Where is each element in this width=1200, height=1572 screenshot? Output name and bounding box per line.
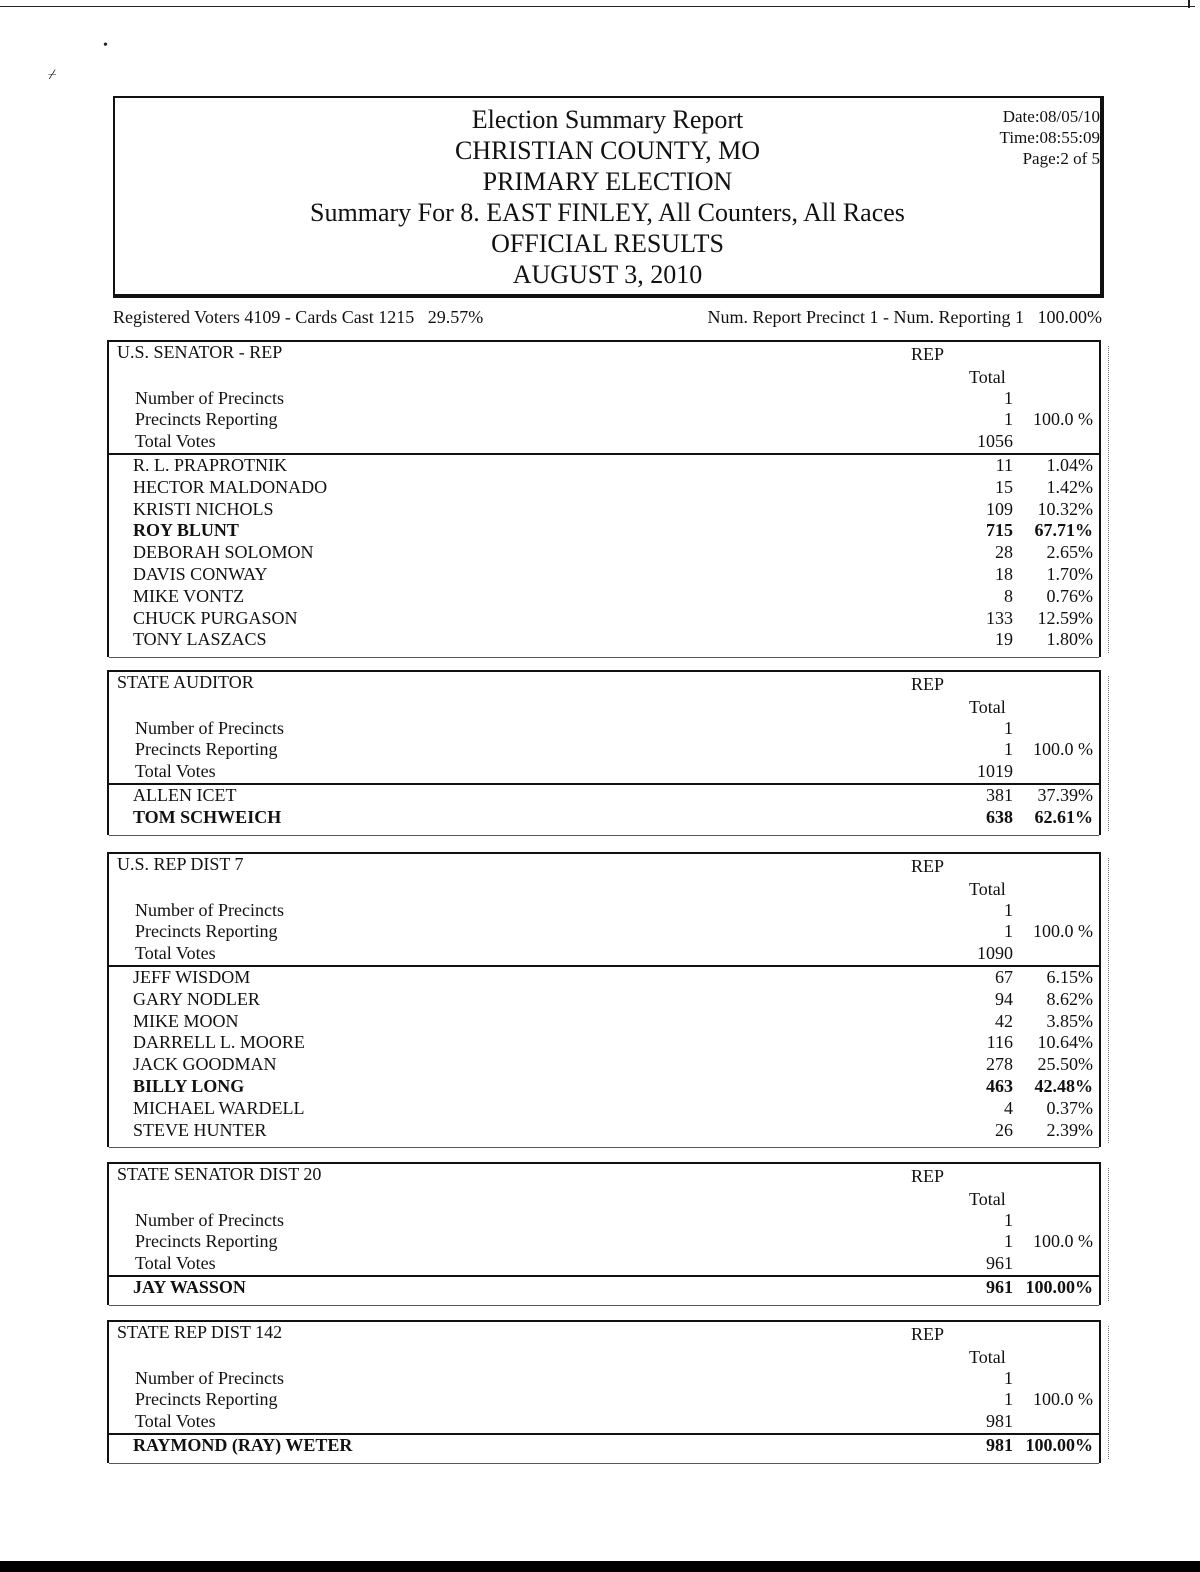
scan-edge-mark	[1188, 0, 1190, 8]
number-of-precincts-value: 1	[1004, 717, 1013, 738]
candidate-name: R. L. PRAPROTNIK	[133, 455, 288, 475]
candidate-name: CHUCK PURGASON	[133, 607, 298, 628]
total-votes-label: Total Votes	[135, 1411, 216, 1432]
precincts-reporting-value: 1	[1004, 409, 1013, 430]
precincts-reporting-percent: 100.0 %	[1033, 1231, 1093, 1252]
candidate-percent: 10.32%	[1037, 498, 1093, 519]
report-title-line: AUGUST 3, 2010	[512, 260, 703, 289]
precincts-reporting-value: 1	[1004, 1231, 1013, 1252]
candidate-percent: 1.80%	[1046, 629, 1093, 650]
candidate-percent: 3.85%	[1046, 1010, 1093, 1031]
candidate-percent: 6.15%	[1046, 967, 1093, 987]
candidate-name: KRISTI NICHOLS	[133, 498, 274, 519]
candidate-percent: 100.00%	[1025, 1435, 1093, 1455]
scan-speck: •	[103, 38, 108, 53]
candidate-name: BILLY LONG	[133, 1076, 245, 1096]
candidate-percent: 1.70%	[1046, 564, 1093, 584]
candidate-name: MIKE VONTZ	[133, 585, 245, 606]
candidate-row	[109, 1076, 1099, 1098]
candidate-row	[109, 542, 1099, 564]
total-votes-value: 1090	[977, 943, 1013, 964]
report-meta	[1000, 106, 1100, 169]
candidate-votes: 67	[995, 967, 1013, 987]
number-of-precincts-label: Number of Precincts	[135, 1209, 284, 1230]
party-label: REP	[911, 674, 945, 694]
candidate-percent: 100.00%	[1025, 1277, 1093, 1297]
scan-edge-bottom	[0, 1561, 1200, 1572]
precincts-reporting-percent: 100.0 %	[1033, 921, 1093, 942]
candidate-votes: 19	[995, 629, 1013, 650]
total-votes	[109, 1411, 1099, 1433]
candidate-percent: 2.65%	[1046, 542, 1093, 563]
race-section	[107, 852, 1101, 1147]
race-bottom-edge	[109, 656, 1099, 658]
registered-voters-summary: Registered Voters 4109 - Cards Cast 1215 29.57%	[113, 307, 484, 327]
candidate-row	[109, 785, 1099, 807]
candidate-row	[109, 499, 1099, 521]
candidate-name: JAY WASSON	[133, 1277, 246, 1297]
report-date: Date:08/05/10	[1002, 107, 1100, 126]
report-header	[113, 96, 1104, 298]
precincts-reporting	[109, 739, 1099, 761]
candidate-votes: 463	[986, 1076, 1013, 1096]
number-of-precincts	[109, 900, 1099, 922]
race-title: STATE AUDITOR	[117, 672, 254, 692]
candidate-votes: 381	[986, 785, 1013, 805]
candidate-name: DARRELL L. MOORE	[133, 1032, 305, 1053]
scan-tick-marks	[1102, 676, 1109, 831]
candidate-percent: 67.71%	[1034, 520, 1093, 541]
candidate-votes: 26	[995, 1119, 1013, 1140]
total-votes-value: 1019	[977, 761, 1013, 782]
scan-edge-top	[0, 6, 1195, 7]
party-label: REP	[911, 344, 945, 364]
party-label: REP	[911, 1324, 945, 1344]
report-page: Page:2 of 5	[1022, 149, 1100, 168]
race-section	[107, 1320, 1101, 1463]
precincts-reporting	[109, 409, 1099, 431]
total-votes-value: 981	[986, 1411, 1013, 1432]
candidate-percent: 8.62%	[1046, 988, 1093, 1009]
candidate-votes: 94	[995, 988, 1013, 1009]
candidate-votes: 278	[986, 1054, 1013, 1075]
number-of-precincts-value: 1	[1004, 1367, 1013, 1388]
total-votes-value: 961	[986, 1253, 1013, 1274]
precincts-reporting-label: Precincts Reporting	[135, 739, 278, 760]
number-of-precincts	[109, 1368, 1099, 1390]
number-of-precincts-label: Number of Precincts	[135, 717, 284, 738]
total-column-header: Total	[969, 1188, 1006, 1209]
candidate-name: RAYMOND (RAY) WETER	[133, 1435, 353, 1455]
candidate-percent: 1.04%	[1046, 455, 1093, 475]
candidate-percent: 0.37%	[1046, 1097, 1093, 1118]
race-section	[107, 670, 1101, 835]
total-votes-label: Total Votes	[135, 431, 216, 452]
number-of-precincts-value: 1	[1004, 899, 1013, 920]
total-column-header: Total	[969, 366, 1006, 387]
report-title-line: PRIMARY ELECTION	[482, 167, 733, 196]
candidate-row	[109, 1435, 1099, 1457]
candidate-percent: 42.48%	[1034, 1076, 1093, 1096]
report-time: Time:08:55:09	[999, 128, 1100, 147]
total-votes-label: Total Votes	[135, 761, 216, 782]
precincts-reporting-label: Precincts Reporting	[135, 921, 278, 942]
candidate-percent: 0.76%	[1046, 585, 1093, 606]
candidate-row	[109, 1277, 1099, 1299]
candidate-votes: 961	[986, 1277, 1013, 1297]
candidate-percent: 10.64%	[1037, 1032, 1093, 1053]
precincts-reporting-label: Precincts Reporting	[135, 1231, 278, 1252]
candidate-row	[109, 1120, 1099, 1142]
candidate-votes: 18	[995, 564, 1013, 584]
candidate-name: HECTOR MALDONADO	[133, 476, 328, 497]
candidate-name: TOM SCHWEICH	[133, 806, 282, 827]
total-votes-label: Total Votes	[135, 1253, 216, 1274]
race-bottom-edge	[109, 834, 1099, 836]
race-title: STATE SENATOR DIST 20	[117, 1164, 322, 1184]
number-of-precincts-label: Number of Precincts	[135, 899, 284, 920]
candidate-name: DEBORAH SOLOMON	[133, 542, 314, 563]
candidate-row	[109, 807, 1099, 829]
race-title: STATE REP DIST 142	[117, 1322, 283, 1342]
race-bottom-edge	[109, 1304, 1099, 1306]
candidate-percent: 1.42%	[1046, 476, 1093, 497]
candidate-name: ALLEN ICET	[133, 785, 237, 805]
number-of-precincts-label: Number of Precincts	[135, 387, 284, 408]
candidate-row	[109, 1011, 1099, 1033]
candidate-name: MIKE MOON	[133, 1010, 239, 1031]
candidate-row	[109, 477, 1099, 499]
candidate-votes: 28	[995, 542, 1013, 563]
candidate-percent: 2.39%	[1046, 1119, 1093, 1140]
candidate-name: ROY BLUNT	[133, 520, 239, 541]
candidate-votes: 133	[986, 607, 1013, 628]
total-column-header: Total	[969, 1346, 1006, 1367]
party-label: REP	[911, 1166, 945, 1186]
number-of-precincts	[109, 718, 1099, 740]
candidate-row	[109, 1032, 1099, 1054]
scan-tick-marks	[1102, 1168, 1109, 1301]
candidate-votes: 116	[986, 1032, 1013, 1053]
candidate-votes: 638	[986, 806, 1013, 827]
precincts-reporting	[109, 1231, 1099, 1253]
candidate-row	[109, 629, 1099, 651]
candidate-row	[109, 455, 1099, 477]
candidate-votes: 8	[1004, 585, 1013, 606]
candidate-row	[109, 564, 1099, 586]
race-title: U.S. SENATOR - REP	[117, 342, 283, 362]
candidate-row	[109, 608, 1099, 630]
candidate-row	[109, 967, 1099, 989]
candidate-row	[109, 586, 1099, 608]
candidate-row	[109, 1054, 1099, 1076]
party-label: REP	[911, 856, 945, 876]
number-of-precincts-value: 1	[1004, 387, 1013, 408]
precincts-reporting-value: 1	[1004, 921, 1013, 942]
candidate-row	[109, 520, 1099, 542]
report-title-line: Election Summary Report	[471, 105, 744, 134]
total-column-header: Total	[969, 878, 1006, 899]
precincts-reporting-value: 1	[1004, 1389, 1013, 1410]
candidate-votes: 42	[995, 1010, 1013, 1031]
number-of-precincts-label: Number of Precincts	[135, 1367, 284, 1388]
scan-speck: ⌿	[48, 68, 57, 83]
report-title-line: CHRISTIAN COUNTY, MO	[454, 136, 761, 165]
candidate-name: MICHAEL WARDELL	[133, 1097, 305, 1118]
candidate-row	[109, 989, 1099, 1011]
total-votes	[109, 1253, 1099, 1275]
candidate-votes: 4	[1004, 1097, 1013, 1118]
total-votes	[109, 761, 1099, 783]
precincts-reporting-value: 1	[1004, 739, 1013, 760]
total-votes-value: 1056	[977, 431, 1013, 452]
candidate-name: STEVE HUNTER	[133, 1119, 267, 1140]
candidate-row	[109, 1098, 1099, 1120]
precinct-reporting-summary: Num. Report Precinct 1 - Num. Reporting 1 100.00%	[707, 307, 1102, 327]
precincts-reporting	[109, 921, 1099, 943]
precincts-reporting-percent: 100.0 %	[1033, 1389, 1093, 1410]
number-of-precincts	[109, 388, 1099, 410]
total-column-header: Total	[969, 696, 1006, 717]
precincts-reporting-label: Precincts Reporting	[135, 409, 278, 430]
precincts-reporting-label: Precincts Reporting	[135, 1389, 278, 1410]
candidate-votes: 11	[995, 455, 1013, 475]
number-of-precincts-value: 1	[1004, 1209, 1013, 1230]
report-title-line: OFFICIAL RESULTS	[491, 229, 724, 258]
total-votes	[109, 943, 1099, 965]
total-votes-label: Total Votes	[135, 943, 216, 964]
race-bottom-edge	[109, 1146, 1099, 1148]
candidate-name: JEFF WISDOM	[133, 967, 251, 987]
precincts-reporting	[109, 1389, 1099, 1411]
race-title: U.S. REP DIST 7	[117, 854, 244, 874]
race-section	[107, 340, 1101, 657]
candidate-name: DAVIS CONWAY	[133, 564, 268, 584]
candidate-percent: 37.39%	[1037, 785, 1093, 805]
report-title-line: Summary For 8. EAST FINLEY, All Counters, All Races	[310, 198, 905, 227]
total-votes	[109, 431, 1099, 453]
candidate-votes: 981	[986, 1435, 1013, 1455]
candidate-votes: 15	[995, 476, 1013, 497]
precincts-reporting-percent: 100.0 %	[1033, 739, 1093, 760]
scan-tick-marks	[1102, 858, 1109, 1143]
candidate-votes: 109	[986, 498, 1013, 519]
candidate-percent: 62.61%	[1034, 806, 1093, 827]
candidate-percent: 25.50%	[1037, 1054, 1093, 1075]
race-section	[107, 1162, 1101, 1305]
scan-tick-marks	[1102, 1326, 1109, 1459]
number-of-precincts	[109, 1210, 1099, 1232]
candidate-name: GARY NODLER	[133, 988, 260, 1009]
candidate-votes: 715	[986, 520, 1013, 541]
scan-tick-marks	[1102, 346, 1109, 653]
candidate-name: JACK GOODMAN	[133, 1054, 277, 1075]
report-title-block	[115, 104, 1100, 290]
race-bottom-edge	[109, 1462, 1099, 1464]
candidate-name: TONY LASZACS	[133, 629, 267, 650]
precincts-reporting-percent: 100.0 %	[1033, 409, 1093, 430]
candidate-percent: 12.59%	[1037, 607, 1093, 628]
